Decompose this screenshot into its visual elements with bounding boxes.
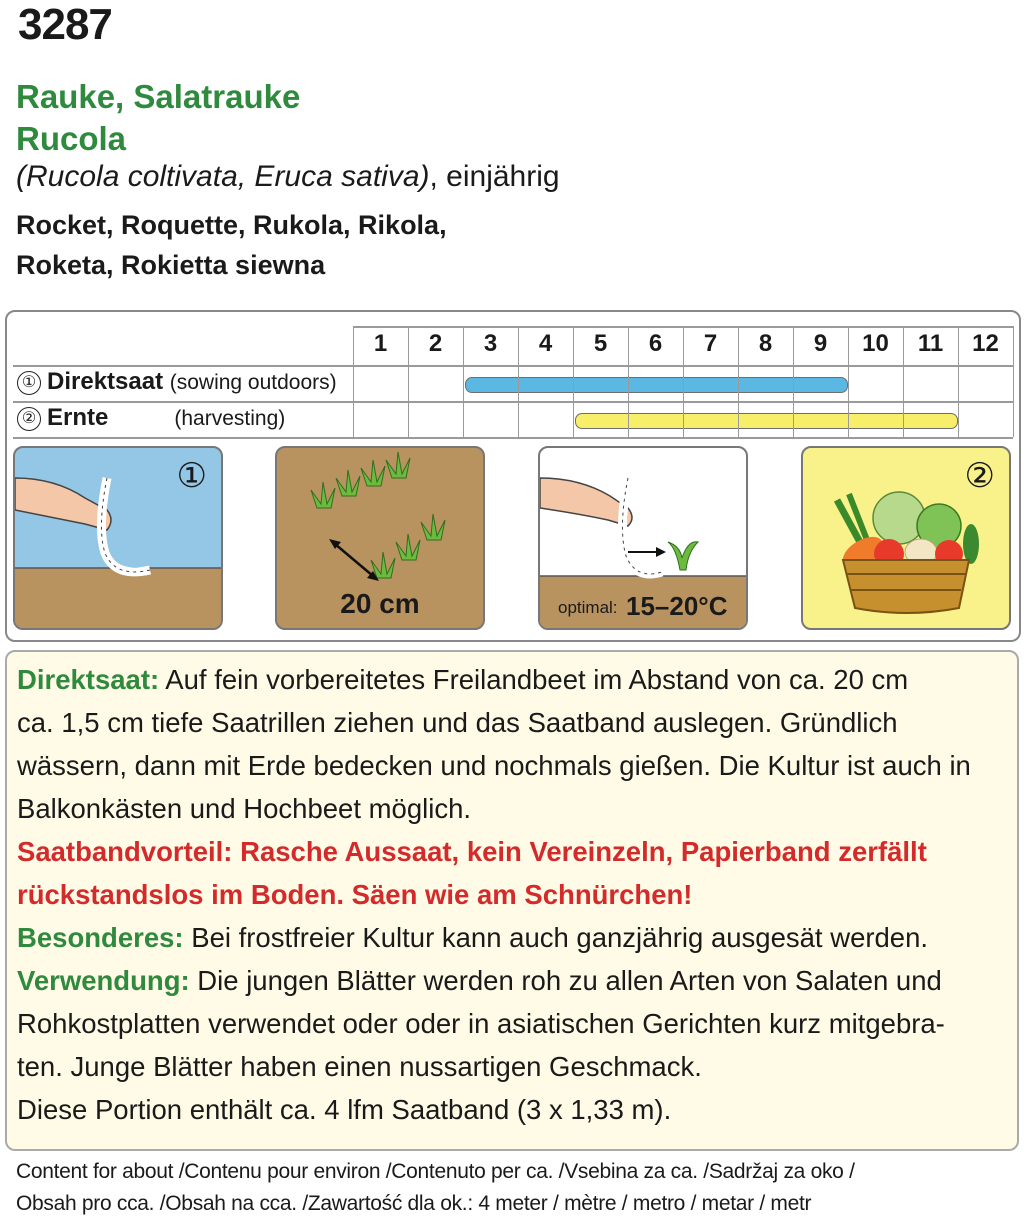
month-label: 1: [373, 330, 388, 357]
footer-content-line-1: Content for about /Contenu pour environ /Contenuto per ca. /Vsebina za ca. /Sadržaj za oko /: [16, 1160, 855, 1183]
row-sub-ernte: (harvesting): [174, 407, 286, 430]
sowing-calendar: [13, 326, 1013, 438]
title-german: Rauke, Salatrauke: [16, 78, 301, 115]
optimal-label: optimal:: [558, 598, 618, 617]
step-2-marker: ②: [964, 457, 995, 495]
pictogram-sowing: [13, 446, 223, 630]
spacing-label: 20 cm: [340, 588, 420, 619]
month-label: 6: [648, 330, 663, 357]
month-label: 3: [483, 330, 498, 357]
direktsaat-line-2: ca. 1,5 cm tiefe Saatrillen ziehen und das Saatband auslegen. Gründlich: [17, 707, 898, 738]
saatbandvorteil-line-2: rückstandslos im Boden. Säen wie am Schnürchen!: [17, 879, 693, 910]
botanical-name: [16, 160, 560, 194]
month-label: 10: [862, 330, 889, 357]
verwendung-line-3: ten. Junge Blätter haben einen nussartigen Geschmack.: [17, 1051, 702, 1082]
row-sub-direktsaat: (sowing outdoors): [169, 371, 337, 394]
direktsaat-text-1: Auf fein vorbereitetes Freilandbeet im Abstand von ca. 20 cm: [159, 664, 909, 695]
marker-2-icon: ②: [17, 407, 41, 431]
direktsaat-line-3: wässern, dann mit Erde bedecken und nochmals gießen. Die Kultur ist auch in: [17, 750, 971, 781]
month-label: 4: [538, 330, 553, 357]
seedling-rows-illustration: [277, 448, 483, 598]
direktsaat-heading: Direktsaat:: [17, 664, 160, 695]
instructions-box: [5, 650, 1019, 1151]
calendar-bottom-line: [13, 437, 1013, 439]
month-label: 8: [758, 330, 773, 357]
verwendung-line-1: [17, 959, 1007, 1002]
latin-name: (Rucola coltivata, Eruca sativa): [16, 160, 430, 193]
portion-line: Diese Portion enthält ca. 4 lfm Saatband (3 x 1,33 m).: [17, 1094, 672, 1125]
pictogram-harvest: [801, 446, 1011, 630]
month-label: 5: [593, 330, 608, 357]
direktsaat-line-1: [17, 658, 1007, 701]
product-code: 3287: [18, 0, 112, 49]
row-label-direktsaat: [17, 368, 337, 396]
footer-content-line-2: Obsah pro cca. /Obsah na cca. /Zawartość dla ok.: 4 meter / mètre / metro / metar / metr: [16, 1192, 812, 1215]
month-label: 11: [917, 330, 944, 357]
row-label-ernte: [17, 404, 285, 432]
verwendung-line-2: Rohkostplatten verwendet oder oder in asiatischen Gerichten kurz mitgebra-: [17, 1008, 945, 1039]
calendar-right-edge: [1013, 326, 1014, 437]
besonderes-line: [17, 916, 1007, 959]
month-label: 2: [428, 330, 443, 357]
verwendung-text-1: Die jungen Blätter werden roh zu allen Arten von Salaten und: [189, 965, 942, 996]
other-names-line1: Rocket, Roquette, Rukola, Rikola,: [16, 210, 447, 240]
row-label-direktsaat-text: Direktsaat: [47, 368, 164, 395]
annual-note: , einjährig: [429, 160, 560, 193]
besonderes-heading: Besonderes:: [17, 922, 184, 953]
month-label: 7: [703, 330, 718, 357]
month-label: 12: [972, 330, 999, 357]
cultivation-panel: [5, 310, 1021, 642]
row-label-ernte-text: Ernte: [47, 404, 109, 431]
pictogram-spacing: [275, 446, 485, 630]
month-label: 9: [813, 330, 828, 357]
direktsaat-line-4: Balkonkästen und Hochbeet möglich.: [17, 793, 472, 824]
temperature-label: 15–20°C: [626, 591, 728, 621]
step-1-marker: ①: [176, 457, 207, 495]
verwendung-heading: Verwendung:: [17, 965, 190, 996]
pictogram-temperature: [538, 446, 748, 630]
marker-1-icon: ①: [17, 371, 41, 395]
title-rucola: Rucola: [16, 120, 127, 157]
saatbandvorteil-line-1: Saatbandvorteil: Rasche Aussaat, kein Vereinzeln, Papierband zerfällt: [17, 836, 927, 867]
other-names-line2: Roketa, Rokietta siewna: [16, 250, 326, 280]
besonderes-text: Bei frostfreier Kultur kann auch ganzjährig ausgesät werden.: [183, 922, 929, 953]
